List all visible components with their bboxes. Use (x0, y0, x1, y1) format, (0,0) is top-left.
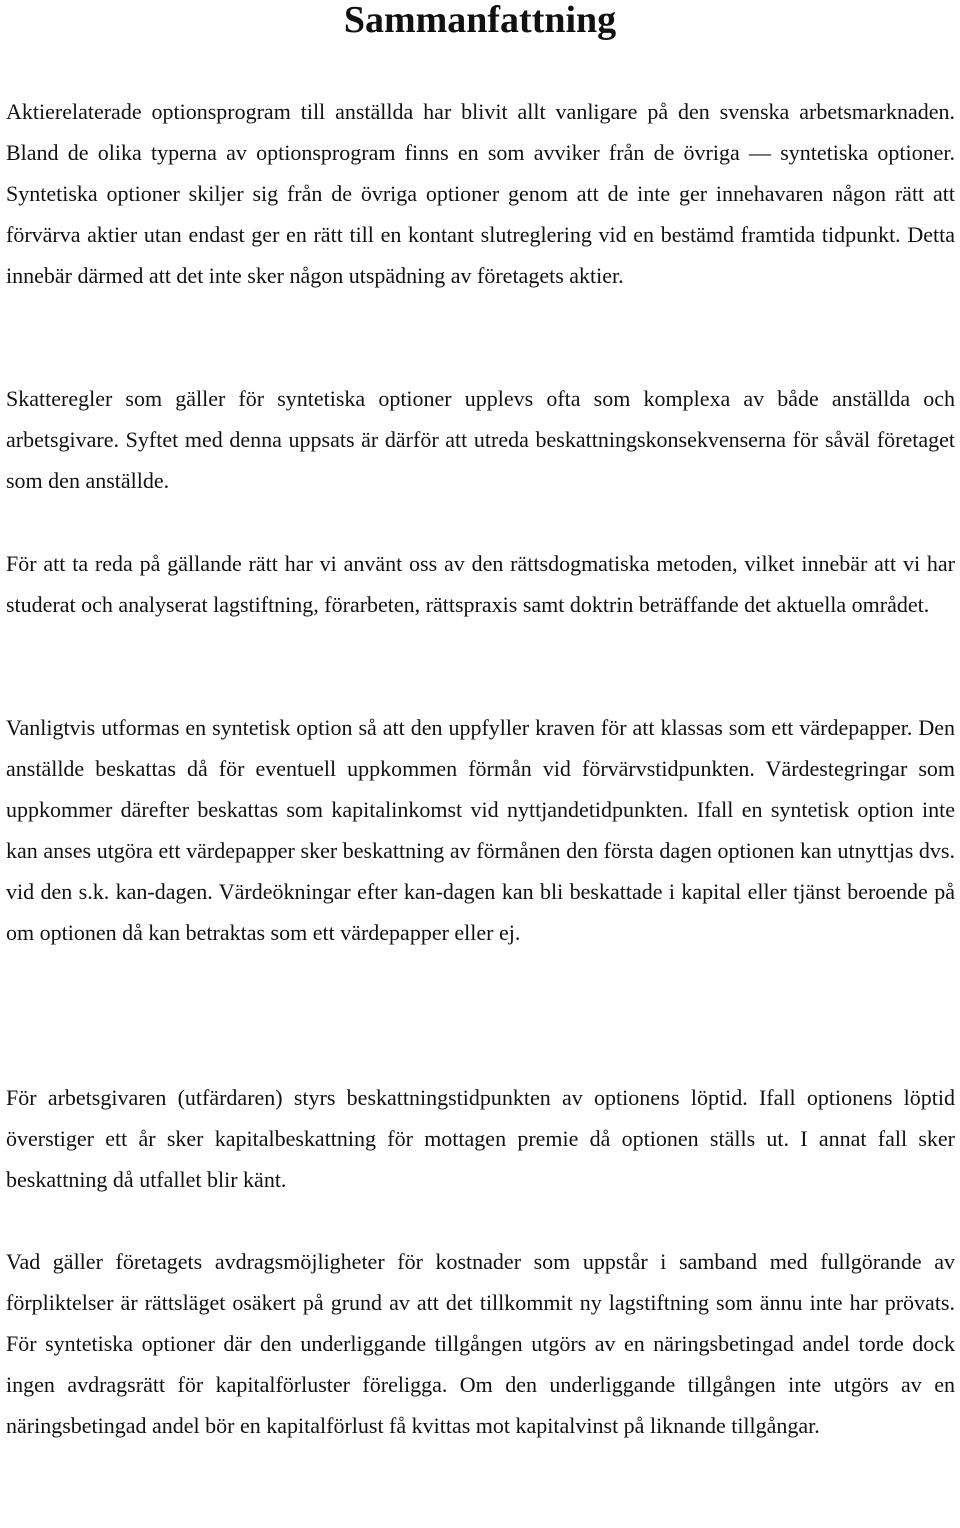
paragraph-5: För arbetsgivaren (utfärdaren) styrs beskattningstidpunkten av optionens löptid. Ifall optionens löptid överstiger ett år sker kapitalbeskattning för mottagen premie då optionen ställs ut. I annat fall sker beskattning då utfallet blir känt. (6, 1085, 955, 1192)
paragraph-6: Vad gäller företagets avdragsmöjligheter för kostnader som uppstår i samband med fullgörande av förpliktelser är rättsläget osäkert på grund av att det tillkommit ny lagstiftning som ännu inte har prövats. För syntetiska optioner där den underliggande tillgången utgörs av en näringsbetingad andel torde dock ingen avdragsrätt för kapitalförluster föreligga. Om den underliggande tillgången inte utgörs av en näringsbetingad andel bör en kapitalförlust få kvittas mot kapitalvinst på liknande tillgångar. (6, 1249, 955, 1438)
paragraph-2: Skatteregler som gäller för syntetiska optioner upplevs ofta som komplexa av både anställda och arbetsgivare. Syftet med denna uppsats är därför att utreda beskattningskonsekvenserna för såväl företaget som den anställde. (6, 386, 955, 493)
page-title: Sammanfattning (343, 0, 617, 41)
paragraph-4: Vanligtvis utformas en syntetisk option så att den uppfyller kraven för att klassas som ett värdepapper. Den anställde beskattas då för eventuell uppkommen förmån vid förvärvstidpunkten. Värdestegringar som uppkommer därefter beskattas som kapitalinkomst vid nyttjandetidpunkten. Ifall en syntetisk option inte kan anses utgöra ett värdepapper sker beskattning av förmånen den första dagen optionen kan utnyttjas dvs. vid den s.k. kan-dagen. Värdeökningar efter kan-dagen kan bli beskattade i kapital eller tjänst beroende på om optionen då kan betraktas som ett värdepapper eller ej. (6, 715, 955, 945)
paragraph-3: För att ta reda på gällande rätt har vi använt oss av den rättsdogmatiska metoden, vilket innebär att vi har studerat och analyserat lagstiftning, förarbeten, rättspraxis samt doktrin beträffande det aktuella området. (6, 551, 955, 617)
paragraph-1: Aktierelaterade optionsprogram till anställda har blivit allt vanligare på den svenska arbetsmarknaden. Bland de olika typerna av optionsprogram finns en som avviker från de övriga — syntetiska optioner. Syntetiska optioner skiljer sig från de övriga optioner genom att de inte ger innehavaren någon rätt att förvärva aktier utan endast ger en rätt till en kontant slutreglering vid en bestämd framtida tidpunkt. Detta innebär därmed att det inte sker någon utspädning av företagets aktier. (6, 99, 955, 288)
